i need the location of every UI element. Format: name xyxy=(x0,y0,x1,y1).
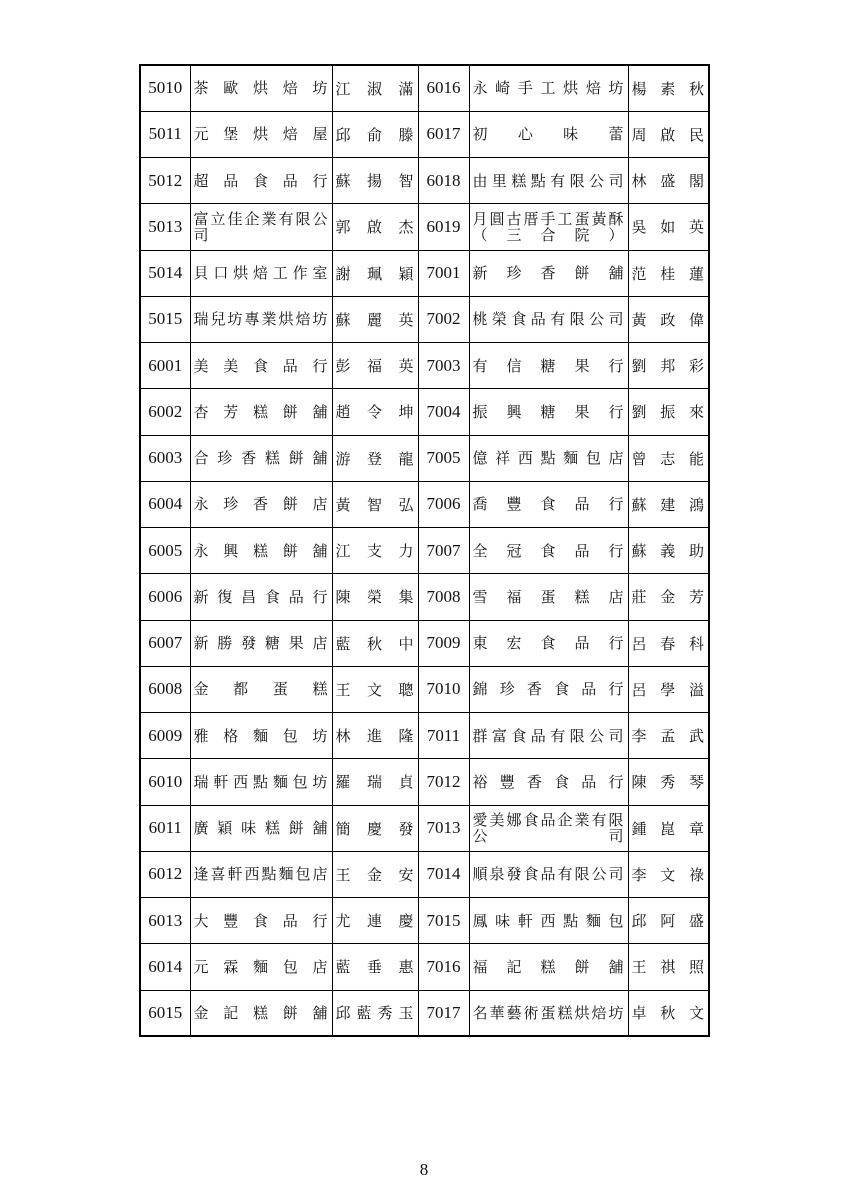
shop-name: 桃榮食品有限公司 xyxy=(469,296,628,342)
shop-code: 5011 xyxy=(140,111,190,157)
shop-code: 6002 xyxy=(140,389,190,435)
shop-table-body xyxy=(140,65,709,1036)
shop-name: 超品食品行 xyxy=(190,158,332,204)
shop-code: 6017 xyxy=(418,111,469,157)
shop-name: 瑞兒坊專業烘焙坊 xyxy=(190,296,332,342)
owner-name: 王文聰 xyxy=(332,666,418,712)
shop-name: 貝口烘焙工作室 xyxy=(190,250,332,296)
shop-code: 7011 xyxy=(418,713,469,759)
shop-name: 逢喜軒西點麵包店 xyxy=(190,851,332,897)
shop-name: 合珍香糕餅舖 xyxy=(190,435,332,481)
owner-name: 藍秋中 xyxy=(332,620,418,666)
shop-name: 元霖麵包店 xyxy=(190,944,332,990)
shop-code: 5013 xyxy=(140,204,190,250)
table-row xyxy=(140,713,709,759)
table-row xyxy=(140,944,709,990)
owner-name: 曾志能 xyxy=(628,435,709,481)
shop-code: 6007 xyxy=(140,620,190,666)
table-row xyxy=(140,805,709,851)
owner-name: 游登龍 xyxy=(332,435,418,481)
shop-name: 美美食品行 xyxy=(190,343,332,389)
owner-name: 邱俞滕 xyxy=(332,111,418,157)
shop-code: 7014 xyxy=(418,851,469,897)
shop-name: 順泉發食品有限公司 xyxy=(469,851,628,897)
table-row xyxy=(140,851,709,897)
table-row xyxy=(140,158,709,204)
owner-name: 陳榮集 xyxy=(332,574,418,620)
table-row xyxy=(140,343,709,389)
shop-code: 7002 xyxy=(418,296,469,342)
shop-code: 5010 xyxy=(140,65,190,111)
owner-name: 周啟民 xyxy=(628,111,709,157)
shop-code: 6008 xyxy=(140,666,190,712)
shop-code: 6016 xyxy=(418,65,469,111)
owner-name: 王祺照 xyxy=(628,944,709,990)
owner-name: 陳秀琴 xyxy=(628,759,709,805)
page-number: 8 xyxy=(419,1160,429,1179)
table-row xyxy=(140,111,709,157)
table-row xyxy=(140,481,709,527)
shop-name: 喬豐食品行 xyxy=(469,481,628,527)
shop-code: 7003 xyxy=(418,343,469,389)
shop-code: 7008 xyxy=(418,574,469,620)
shop-code: 7006 xyxy=(418,481,469,527)
owner-name: 蘇建鴻 xyxy=(628,481,709,527)
owner-name: 簡慶發 xyxy=(332,805,418,851)
owner-name: 蘇麗英 xyxy=(332,296,418,342)
shop-code: 7015 xyxy=(418,898,469,944)
shop-name: 錦珍香食品行 xyxy=(469,666,628,712)
shop-name: 愛美娜食品企業有限公司 xyxy=(469,805,628,851)
owner-name: 蘇揚智 xyxy=(332,158,418,204)
table-row xyxy=(140,204,709,250)
shop-code: 7017 xyxy=(418,990,469,1036)
owner-name: 鍾崑章 xyxy=(628,805,709,851)
owner-name: 江淑滿 xyxy=(332,65,418,111)
shop-code: 6003 xyxy=(140,435,190,481)
shop-name: 永崎手工烘焙坊 xyxy=(469,65,628,111)
shop-code: 7004 xyxy=(418,389,469,435)
shop-code: 7001 xyxy=(418,250,469,296)
owner-name: 羅瑞貞 xyxy=(332,759,418,805)
shop-code: 6015 xyxy=(140,990,190,1036)
shop-name: 名華藝術蛋糕烘焙坊 xyxy=(469,990,628,1036)
table-row xyxy=(140,574,709,620)
shop-code: 6013 xyxy=(140,898,190,944)
table-row xyxy=(140,620,709,666)
shop-name: 億祥西點麵包店 xyxy=(469,435,628,481)
shop-name: 初心味蕾 xyxy=(469,111,628,157)
shop-name: 雪福蛋糕店 xyxy=(469,574,628,620)
shop-name: 福記糕餅舖 xyxy=(469,944,628,990)
shop-code: 6010 xyxy=(140,759,190,805)
owner-name: 謝珮穎 xyxy=(332,250,418,296)
owner-name: 吳如英 xyxy=(628,204,709,250)
owner-name: 林盛閣 xyxy=(628,158,709,204)
shop-name: 金記糕餅舖 xyxy=(190,990,332,1036)
owner-name: 黃智弘 xyxy=(332,481,418,527)
shop-name: 廣穎味糕餅舖 xyxy=(190,805,332,851)
shop-name: 群富食品有限公司 xyxy=(469,713,628,759)
shop-name: 茶歐烘焙坊 xyxy=(190,65,332,111)
shop-name: 新珍香餅舖 xyxy=(469,250,628,296)
shop-name: 有信糖果行 xyxy=(469,343,628,389)
shop-name: 雅格麵包坊 xyxy=(190,713,332,759)
shop-code: 7012 xyxy=(418,759,469,805)
shop-code: 7010 xyxy=(418,666,469,712)
table-row xyxy=(140,65,709,111)
owner-name: 劉邦彩 xyxy=(628,343,709,389)
owner-name: 黃政偉 xyxy=(628,296,709,342)
shop-code: 6004 xyxy=(140,481,190,527)
shop-code: 6001 xyxy=(140,343,190,389)
owner-name: 蘇義助 xyxy=(628,528,709,574)
table-row xyxy=(140,666,709,712)
owner-name: 彭福英 xyxy=(332,343,418,389)
shop-name: 由里糕點有限公司 xyxy=(469,158,628,204)
table-row xyxy=(140,990,709,1036)
owner-name: 江支力 xyxy=(332,528,418,574)
shop-table xyxy=(139,64,710,1037)
shop-name: 振興糖果行 xyxy=(469,389,628,435)
table-row xyxy=(140,528,709,574)
shop-name: 瑞軒西點麵包坊 xyxy=(190,759,332,805)
shop-code: 6018 xyxy=(418,158,469,204)
shop-code: 6014 xyxy=(140,944,190,990)
owner-name: 莊金芳 xyxy=(628,574,709,620)
table-row xyxy=(140,898,709,944)
shop-name: 金都蛋糕 xyxy=(190,666,332,712)
shop-code: 7007 xyxy=(418,528,469,574)
shop-code: 5014 xyxy=(140,250,190,296)
shop-code: 7016 xyxy=(418,944,469,990)
shop-code: 6006 xyxy=(140,574,190,620)
shop-name: 裕豐香食品行 xyxy=(469,759,628,805)
table-row xyxy=(140,435,709,481)
shop-code: 7009 xyxy=(418,620,469,666)
owner-name: 藍垂惠 xyxy=(332,944,418,990)
owner-name: 郭啟杰 xyxy=(332,204,418,250)
owner-name: 卓秋文 xyxy=(628,990,709,1036)
owner-name: 王金安 xyxy=(332,851,418,897)
owner-name: 尤連慶 xyxy=(332,898,418,944)
shop-code: 6011 xyxy=(140,805,190,851)
owner-name: 邱阿盛 xyxy=(628,898,709,944)
shop-name: 月圓古厝手工蛋黃酥（三合院） xyxy=(469,204,628,250)
owner-name: 呂學溢 xyxy=(628,666,709,712)
shop-name: 大豐食品行 xyxy=(190,898,332,944)
shop-name: 永珍香餅店 xyxy=(190,481,332,527)
shop-name: 永興糕餅舖 xyxy=(190,528,332,574)
shop-code: 7013 xyxy=(418,805,469,851)
owner-name: 林進隆 xyxy=(332,713,418,759)
owner-name: 李孟武 xyxy=(628,713,709,759)
shop-name: 新勝發糖果店 xyxy=(190,620,332,666)
table-row xyxy=(140,250,709,296)
shop-name: 全冠食品行 xyxy=(469,528,628,574)
owner-name: 楊素秋 xyxy=(628,65,709,111)
shop-name: 新復昌食品行 xyxy=(190,574,332,620)
owner-name: 劉振來 xyxy=(628,389,709,435)
shop-code: 6009 xyxy=(140,713,190,759)
shop-name: 東宏食品行 xyxy=(469,620,628,666)
owner-name: 趙令坤 xyxy=(332,389,418,435)
owner-name: 邱藍秀玉 xyxy=(332,990,418,1036)
shop-code: 6019 xyxy=(418,204,469,250)
shop-code: 5012 xyxy=(140,158,190,204)
owner-name: 范桂蓮 xyxy=(628,250,709,296)
shop-name: 元堡烘焙屋 xyxy=(190,111,332,157)
shop-name: 富立佳企業有限公司 xyxy=(190,204,332,250)
shop-name: 鳳味軒西點麵包 xyxy=(469,898,628,944)
table-row xyxy=(140,759,709,805)
shop-code: 6012 xyxy=(140,851,190,897)
shop-name: 杏芳糕餅舖 xyxy=(190,389,332,435)
table-row xyxy=(140,296,709,342)
table-row xyxy=(140,389,709,435)
shop-code: 5015 xyxy=(140,296,190,342)
shop-code: 6005 xyxy=(140,528,190,574)
owner-name: 呂春科 xyxy=(628,620,709,666)
owner-name: 李文祿 xyxy=(628,851,709,897)
shop-code: 7005 xyxy=(418,435,469,481)
